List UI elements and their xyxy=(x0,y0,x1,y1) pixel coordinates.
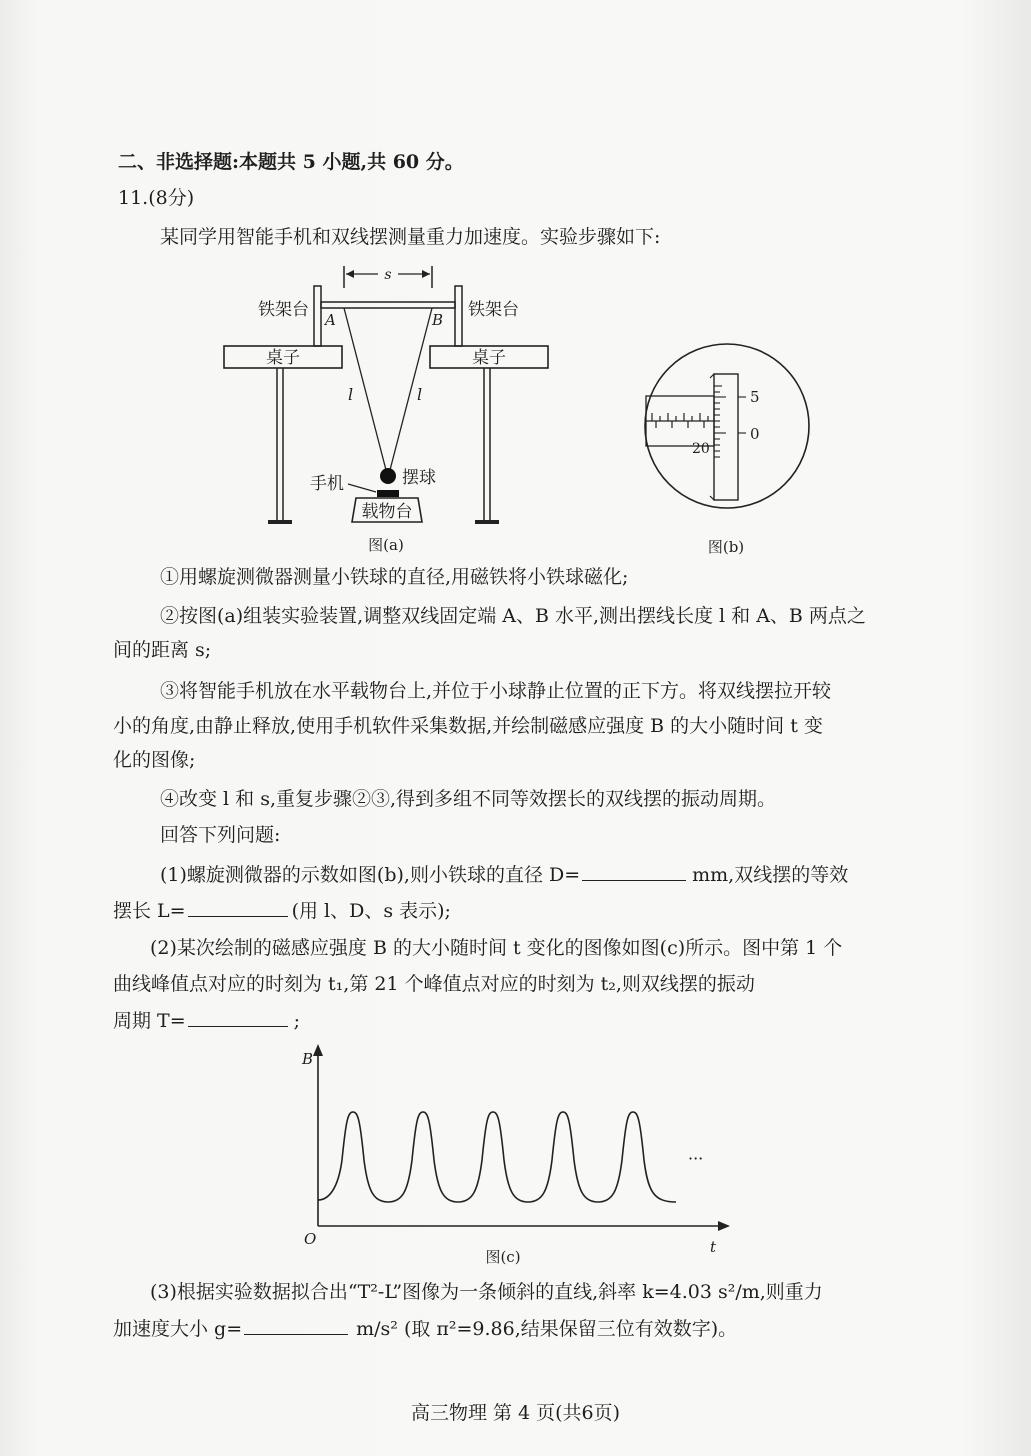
q1-text-d: (用 l、D、s 表示); xyxy=(291,900,451,922)
figure-a-apparatus xyxy=(220,258,560,558)
figure-b-caption: 图(b) xyxy=(707,538,745,556)
label-stand-right: 铁架台 xyxy=(468,300,519,320)
figure-a-caption: 图(a) xyxy=(368,536,404,554)
step-3-line-3: 化的图像; xyxy=(113,749,196,771)
answer-blank-length[interactable] xyxy=(188,898,288,917)
label-stand-left: 铁架台 xyxy=(258,300,309,320)
step-3-line-2: 小的角度,由静止释放,使用手机软件采集数据,并绘制磁感应强度 B 的大小随时间 t 变 xyxy=(113,715,823,737)
q1-line-2 xyxy=(113,898,451,923)
question-intro: 某同学用智能手机和双线摆测量重力加速度。实验步骤如下: xyxy=(160,226,661,248)
q1-text-c: 摆长 L= xyxy=(113,900,186,922)
q2-line-1: (2)某次绘制的磁感应强度 B 的大小随时间 t 变化的图像如图(c)所示。图中第 1 个 xyxy=(150,937,843,959)
axis-label-B: B xyxy=(302,1050,314,1068)
step-2-line-2: 间的距离 s; xyxy=(113,639,212,661)
label-l-left: l xyxy=(348,385,354,404)
question-number: 11.(8分) xyxy=(118,187,195,209)
q2-line-3 xyxy=(113,1008,300,1033)
figure-c-graph xyxy=(290,1040,740,1270)
answer-blank-diameter[interactable] xyxy=(582,862,686,881)
graph-ellipsis: ··· xyxy=(688,1149,704,1168)
q3-text-a: 加速度大小 g= xyxy=(113,1318,243,1340)
label-s: s xyxy=(384,267,392,283)
q1-text-a: (1)螺旋测微器的示数如图(b),则小铁球的直径 D= xyxy=(160,864,581,886)
scale-label-5: 5 xyxy=(750,388,760,406)
label-B: B xyxy=(432,311,444,329)
label-A: A xyxy=(325,311,336,329)
q2-line-2: 曲线峰值点对应的时刻为 t₁,第 21 个峰值点对应的时刻为 t₂,则双线摆的振动 xyxy=(113,973,755,995)
origin-label: O xyxy=(304,1230,317,1248)
scale-label-20: 20 xyxy=(692,441,710,457)
figure-c-caption: 图(c) xyxy=(485,1248,521,1266)
q3-text-b: m/s² (取 π²=9.86,结果保留三位有效数字)。 xyxy=(356,1318,738,1340)
step-3-line-1: ③将智能手机放在水平载物台上,并位于小球静止位置的正下方。将双线摆拉开较 xyxy=(160,680,832,702)
answer-intro: 回答下列问题: xyxy=(160,824,281,846)
magnetic-field-curve xyxy=(318,1112,676,1202)
q1-text-b: mm,双线摆的等效 xyxy=(692,864,849,886)
page-footer: 高三物理 第 4 页(共6页) xyxy=(410,1402,621,1424)
section-heading: 二、非选择题:本题共 5 小题,共 60 分。 xyxy=(118,151,464,173)
label-table-left: 桌子 xyxy=(266,348,300,368)
answer-blank-gravity[interactable] xyxy=(244,1316,348,1335)
label-platform: 载物台 xyxy=(361,502,413,522)
answer-blank-period[interactable] xyxy=(188,1008,288,1027)
step-1: ①用螺旋测微器测量小铁球的直径,用磁铁将小铁球磁化; xyxy=(160,566,629,588)
q2-text-b: ; xyxy=(293,1010,301,1032)
step-2-line-1: ②按图(a)组装实验装置,调整双线固定端 A、B 水平,测出摆线长度 l 和 A、B 两点之 xyxy=(160,605,866,627)
q3-line-1: (3)根据实验数据拟合出“T²-L”图像为一条倾斜的直线,斜率 k=4.03 s²/m,则重力 xyxy=(150,1281,823,1303)
label-l-right: l xyxy=(417,385,423,404)
label-ball: 摆球 xyxy=(402,468,436,488)
scale-label-0: 0 xyxy=(750,425,760,443)
q3-line-2 xyxy=(113,1316,737,1341)
q1-line-1 xyxy=(160,862,848,887)
label-table-right: 桌子 xyxy=(472,348,506,368)
axis-label-t: t xyxy=(710,1238,717,1256)
step-4: ④改变 l 和 s,重复步骤②③,得到多组不同等效摆长的双线摆的振动周期。 xyxy=(160,788,777,810)
figure-b-micrometer xyxy=(640,340,815,562)
q2-text-a: 周期 T= xyxy=(113,1010,186,1032)
label-phone: 手机 xyxy=(310,474,344,494)
